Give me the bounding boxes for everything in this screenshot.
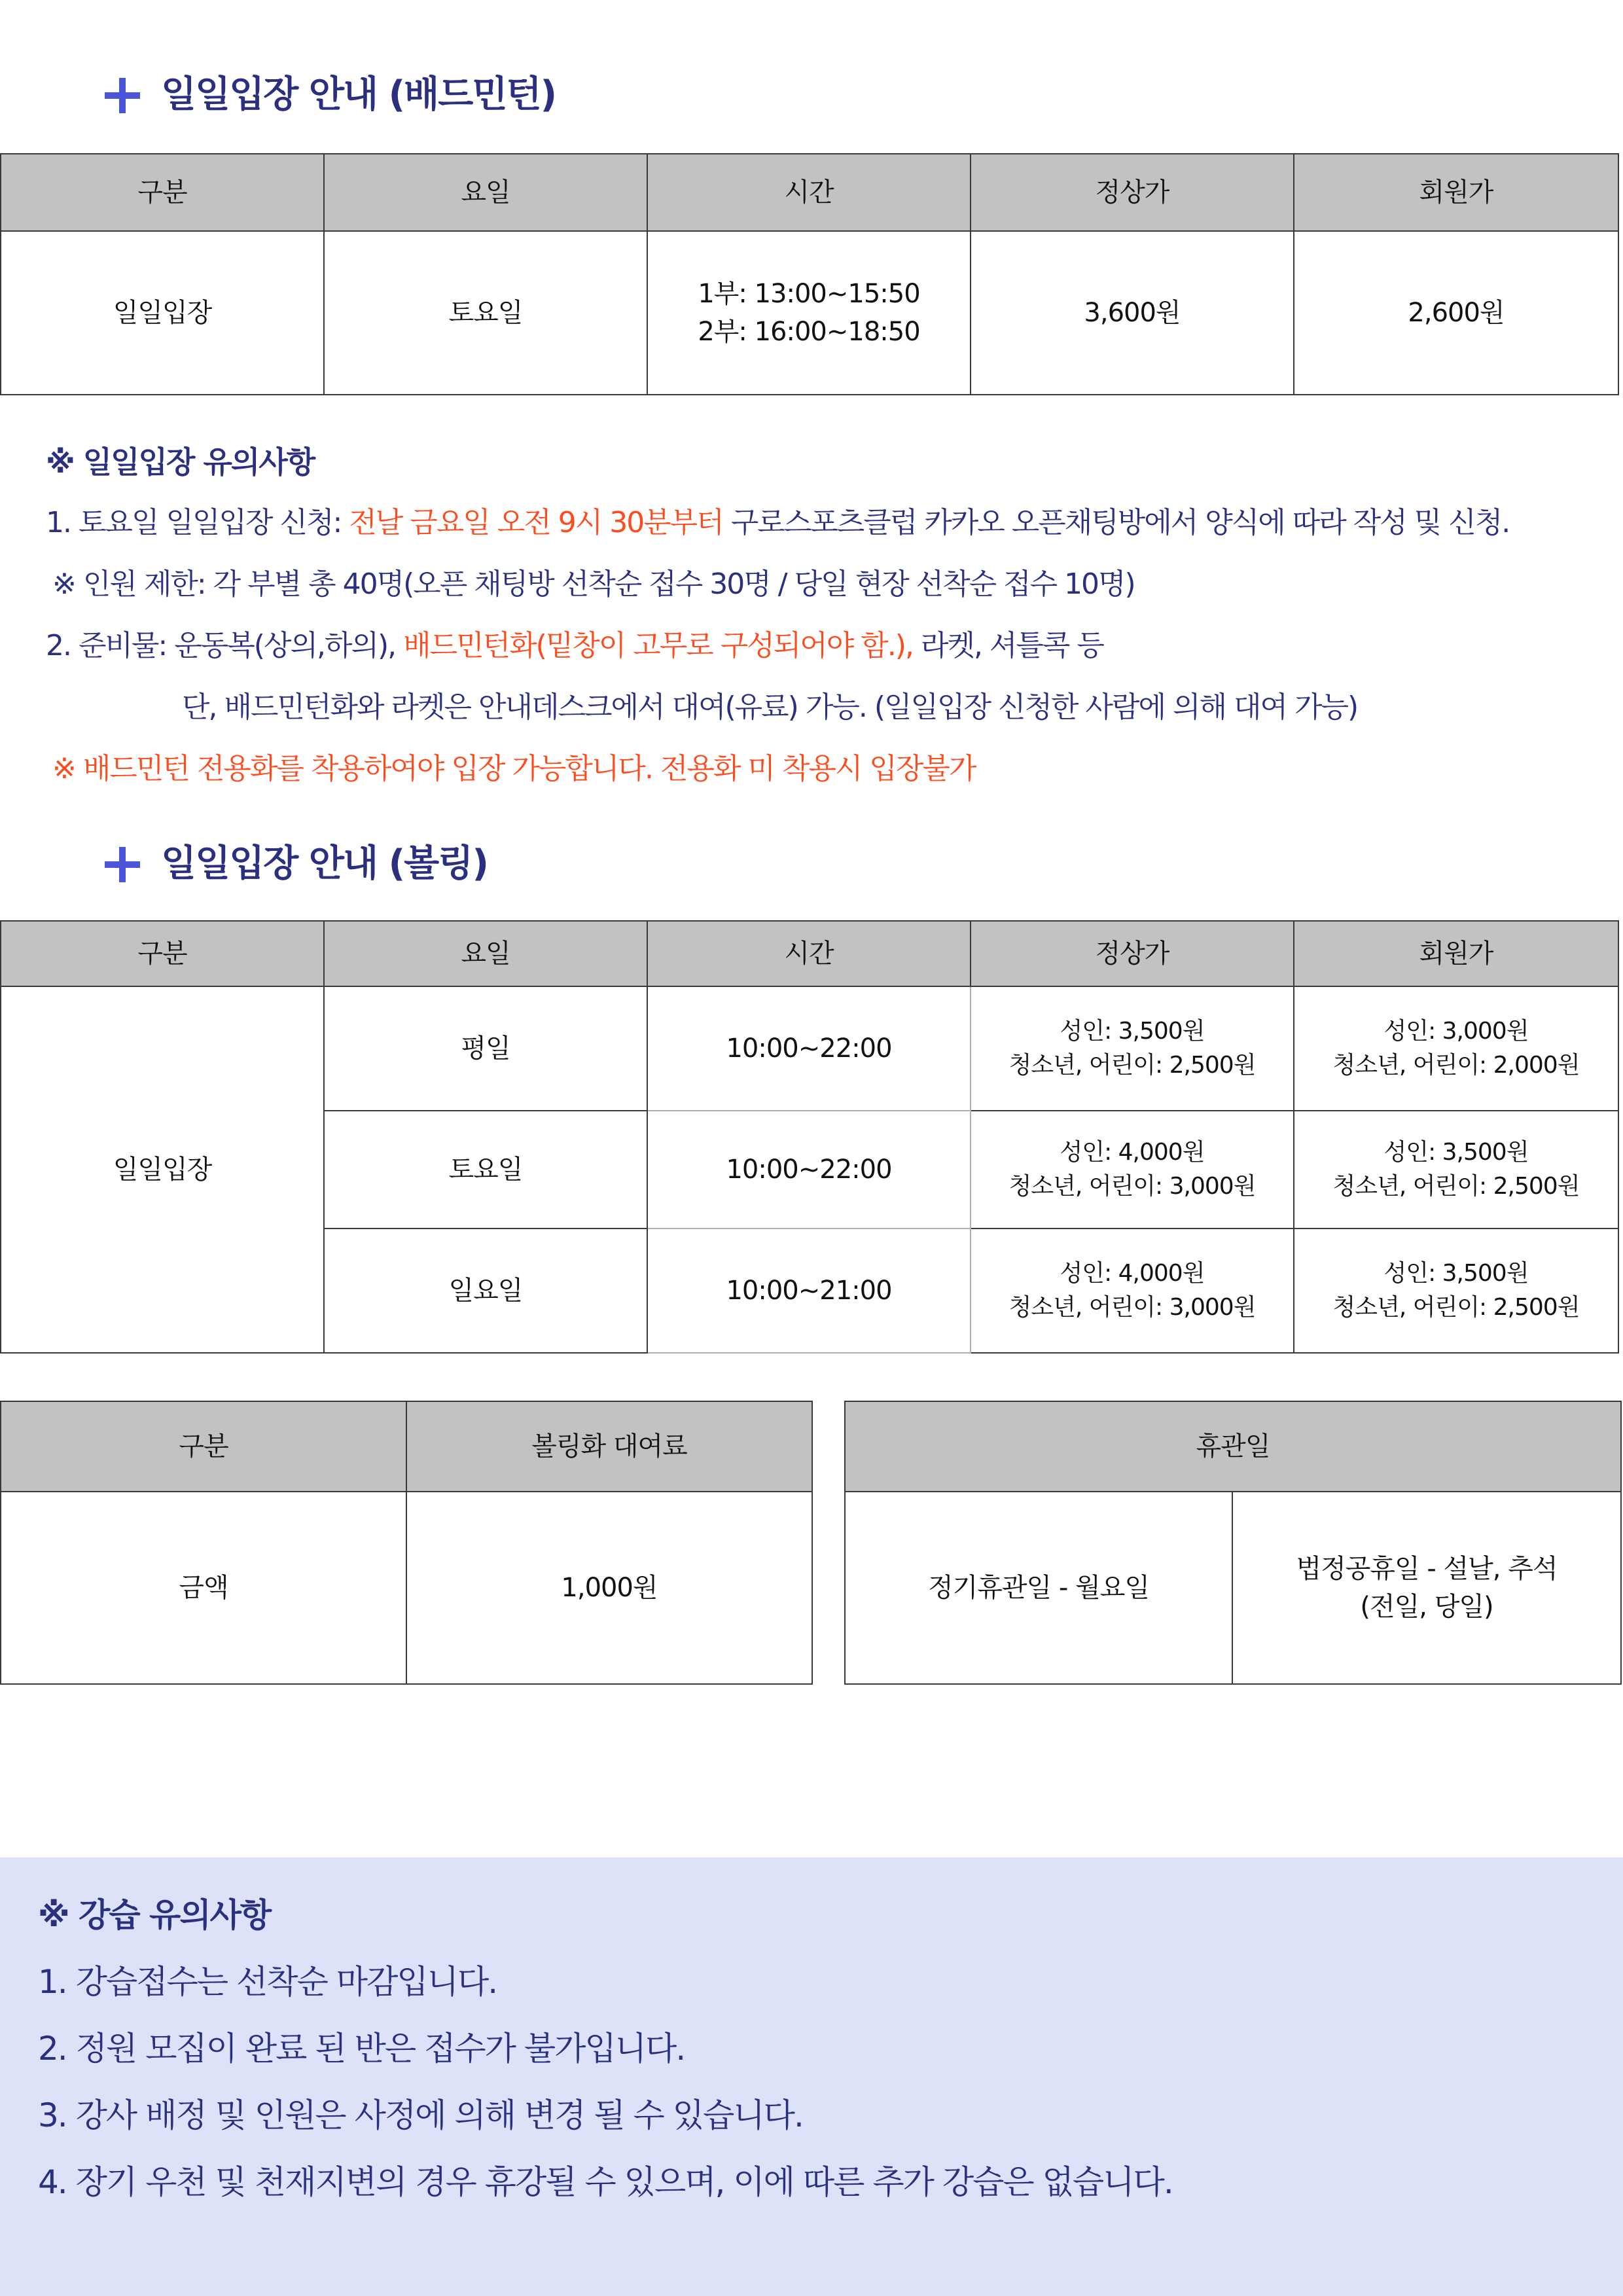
badminton-section-title bbox=[105, 65, 556, 118]
closed-header: 휴관일 bbox=[845, 1401, 1621, 1492]
regular-closed-day: 정기휴관일 - 월요일 bbox=[845, 1492, 1232, 1684]
header-category: 구분 bbox=[1, 921, 324, 986]
notes-line-2: ※ 인원 제한: 각 부별 총 40명(오픈 채팅방 선착순 접수 30명 / 당일 현장 선착순 접수 10명) bbox=[52, 567, 1135, 601]
badminton-regular-price: 3,600원 bbox=[971, 231, 1294, 395]
bowling-time: 10:00~22:00 bbox=[647, 1111, 971, 1229]
notes-line-5: ※ 배드민턴 전용화를 착용하여야 입장 가능합니다. 전용화 미 착용시 입장불가 bbox=[52, 752, 976, 785]
bowling-header-row bbox=[1, 921, 1618, 986]
rental-fee-value: 1,000원 bbox=[406, 1492, 812, 1684]
lesson-notes-box bbox=[0, 1857, 1623, 2296]
closed-data-row bbox=[845, 1492, 1621, 1684]
lesson-note-item: 1. 강습접수는 선착순 마감입니다. bbox=[38, 1963, 497, 2001]
badminton-time bbox=[647, 231, 971, 395]
rental-header-row bbox=[1, 1401, 812, 1492]
plus-icon bbox=[105, 78, 140, 113]
bowling-section-title bbox=[105, 834, 488, 887]
bowling-table bbox=[0, 920, 1619, 1354]
badminton-day: 토요일 bbox=[324, 231, 647, 395]
plus-icon bbox=[105, 847, 140, 882]
header-member-price: 회원가 bbox=[1294, 154, 1618, 231]
shoe-rental-table bbox=[0, 1401, 813, 1685]
rental-data-row bbox=[1, 1492, 812, 1684]
bowling-day: 토요일 bbox=[324, 1111, 647, 1229]
lesson-notes-heading: ※ 강습 유의사항 bbox=[38, 1896, 271, 1934]
bowling-title-text: 일일입장 안내 (볼링) bbox=[161, 842, 488, 885]
notes-heading: ※ 일일입장 유의사항 bbox=[46, 444, 315, 480]
badminton-category: 일일입장 bbox=[1, 231, 324, 395]
rental-label: 금액 bbox=[1, 1492, 406, 1684]
bowling-regular-price: 성인: 3,500원 청소년, 어린이: 2,500원 bbox=[971, 986, 1294, 1111]
lesson-note-item: 3. 강사 배정 및 인원은 사정에 의해 변경 될 수 있습니다. bbox=[38, 2096, 803, 2134]
badminton-member-price: 2,600원 bbox=[1294, 231, 1618, 395]
header-member-price: 회원가 bbox=[1294, 921, 1618, 986]
bowling-day: 평일 bbox=[324, 986, 647, 1111]
bowling-category: 일일입장 bbox=[1, 986, 324, 1353]
closed-days-table bbox=[844, 1401, 1622, 1685]
header-time: 시간 bbox=[647, 921, 971, 986]
badminton-title-text: 일일입장 안내 (배드민턴) bbox=[161, 73, 556, 116]
closed-header-row bbox=[845, 1401, 1621, 1492]
header-time: 시간 bbox=[647, 154, 971, 231]
rental-header-fee: 볼링화 대여료 bbox=[406, 1401, 812, 1492]
header-day: 요일 bbox=[324, 154, 647, 231]
badminton-header-row bbox=[1, 154, 1618, 231]
lesson-note-item: 2. 정원 모집이 완료 된 반은 접수가 불가입니다. bbox=[38, 2030, 685, 2068]
badminton-time-part1: 1부: 13:00~15:50 bbox=[698, 279, 920, 309]
bowling-time: 10:00~21:00 bbox=[647, 1229, 971, 1353]
notes-line-1: 1. 토요일 일일입장 신청: 전날 금요일 오전 9시 30분부터 구로스포츠클럽 카카오 오픈채팅방에서 양식에 따라 작성 및 신청. bbox=[46, 506, 1510, 539]
bowling-regular-price: 성인: 4,000원 청소년, 어린이: 3,000원 bbox=[971, 1111, 1294, 1229]
bowling-time: 10:00~22:00 bbox=[647, 986, 971, 1111]
bowling-member-price: 성인: 3,500원 청소년, 어린이: 2,500원 bbox=[1294, 1229, 1618, 1353]
bowling-member-price: 성인: 3,500원 청소년, 어린이: 2,500원 bbox=[1294, 1111, 1618, 1229]
badminton-table bbox=[0, 153, 1619, 395]
bowling-day: 일요일 bbox=[324, 1229, 647, 1353]
holiday-closed-days: 법정공휴일 - 설날, 추석 (전일, 당일) bbox=[1232, 1492, 1621, 1684]
rental-header-category: 구분 bbox=[1, 1401, 406, 1492]
bowling-row-weekday bbox=[1, 986, 1618, 1111]
bowling-member-price: 성인: 3,000원 청소년, 어린이: 2,000원 bbox=[1294, 986, 1618, 1111]
badminton-data-row bbox=[1, 231, 1618, 395]
bowling-regular-price: 성인: 4,000원 청소년, 어린이: 3,000원 bbox=[971, 1229, 1294, 1353]
header-regular-price: 정상가 bbox=[971, 154, 1294, 231]
notes-line-3: 2. 준비물: 운동복(상의,하의), 배드민턴화(밑창이 고무로 구성되어야 함.), 라켓, 셔틀콕 등 bbox=[46, 629, 1103, 662]
header-regular-price: 정상가 bbox=[971, 921, 1294, 986]
header-day: 요일 bbox=[324, 921, 647, 986]
badminton-time-part2: 2부: 16:00~18:50 bbox=[698, 317, 920, 347]
lesson-note-item: 4. 장기 우천 및 천재지변의 경우 휴강될 수 있으며, 이에 따른 추가 강습은 없습니다. bbox=[38, 2163, 1173, 2201]
notes-line-4: 단, 배드민턴화와 라켓은 안내데스크에서 대여(유료) 가능. (일일입장 신청한 사람에 의해 대여 가능) bbox=[182, 691, 1358, 724]
header-category: 구분 bbox=[1, 154, 324, 231]
